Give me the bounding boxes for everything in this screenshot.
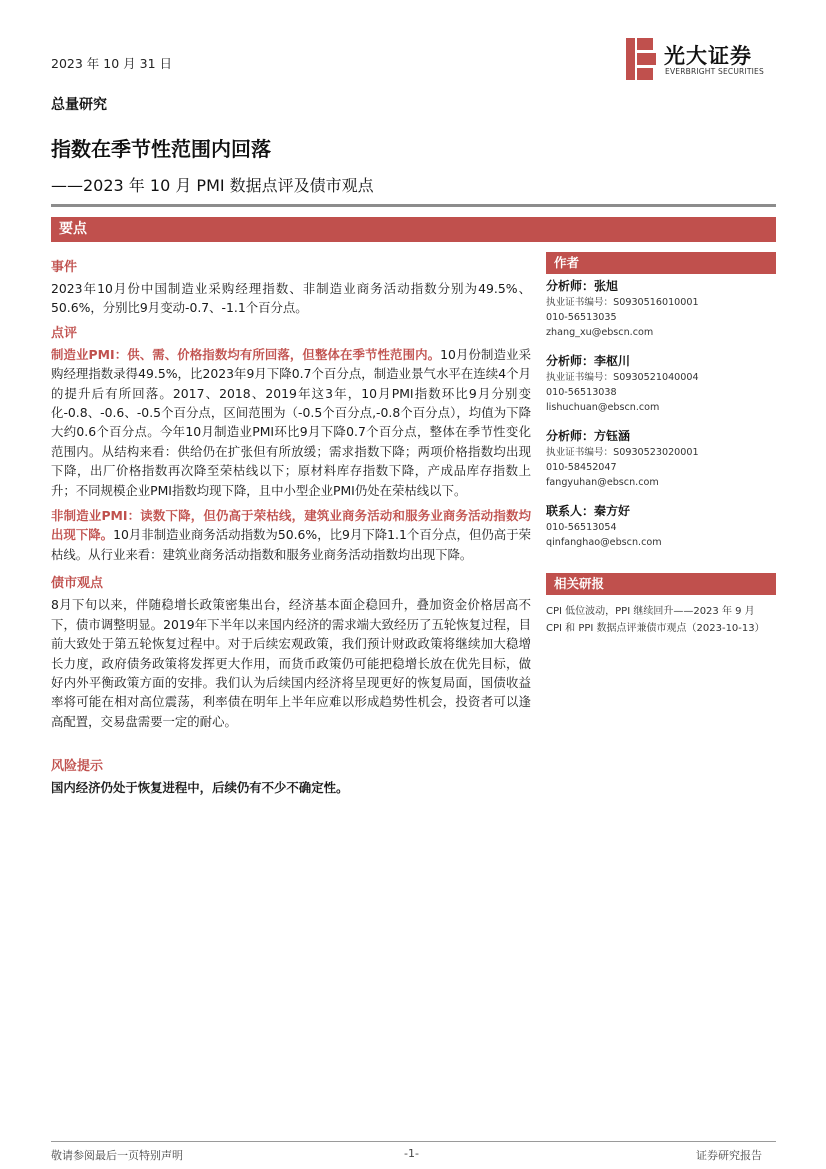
analyst-card — [546, 427, 776, 490]
footer-disclaimer: 敬请参阅最后一页特别声明 — [51, 1149, 183, 1162]
report-title: 指数在季节性范围内回落 — [51, 137, 271, 161]
main-content — [51, 256, 531, 798]
header-divider — [51, 204, 776, 207]
authors-bar: 作者 — [546, 252, 776, 274]
manufacturing-paragraph — [51, 345, 531, 500]
analyst-name: 分析师：张旭 — [546, 279, 619, 293]
analyst-card — [546, 277, 776, 340]
contact-card — [546, 502, 776, 550]
logo-mark-icon — [626, 38, 656, 80]
manufacturing-text: 10月份制造业采购经理指数录得49.5%，比2023年9月下降0.7个百分点，制造业景气水平在连续4个月的提升后有所回落。2017、2018、2019年这3年，10月PMI指数环比9月分别变化-0.8、-0.6、-0.5个百分点，区间范围为（-0.5个百分点,-0.8个百分点），均值为下降大约0.6个百分点。今年10月制造业PMI环比9月下降0.7个百分点，整体在季节性变化范围内。从结构来看：供给仍在扩张但有所放缓；需求指数下降；两项价格指数均出现下降，出厂价格指数再次降至荣枯线以下；原材料库存指数下降，产成品库存指数上升；不同规模企业PMI指数均现下降，且中小型企业PMI仍处在荣枯线以下。 — [51, 346, 531, 498]
risk-text: 国内经济仍处于恢复进程中，后续仍有不少不确定性。 — [51, 780, 349, 796]
contact-email[interactable]: qinfanghao@ebscn.com — [546, 537, 662, 548]
analyst-cert: 执业证书编号：S0930523020001 — [546, 447, 699, 458]
risk-heading: 风险提示 — [51, 759, 104, 775]
analyst-name: 分析师：方钰涵 — [546, 429, 631, 443]
logo-chinese-name: 光大证券 — [664, 44, 752, 68]
footer-report-type: 证券研究报告 — [696, 1149, 762, 1162]
sidebar — [546, 252, 776, 637]
contact-phone: 010-56513054 — [546, 522, 617, 533]
event-text: 2023年10月份中国制造业采购经理指数、非制造业商务活动指数分别为49.5%、50.6%，分别比9月变动-0.7、-1.1个百分点。 — [51, 281, 531, 316]
comment-heading: 点评 — [51, 325, 78, 341]
company-logo — [626, 38, 776, 82]
report-date: 2023 年 10 月 31 日 — [51, 56, 172, 71]
report-category: 总量研究 — [51, 97, 107, 113]
bond-view-heading: 债市观点 — [51, 576, 104, 592]
page-number: -1- — [404, 1147, 419, 1160]
footer-divider — [51, 1141, 776, 1142]
analyst-email[interactable]: fangyuhan@ebscn.com — [546, 477, 659, 488]
nonmanufacturing-paragraph — [51, 506, 531, 564]
analyst-card — [546, 352, 776, 415]
analyst-cert: 执业证书编号：S0930516010001 — [546, 297, 699, 308]
analyst-email[interactable]: lishuchuan@ebscn.com — [546, 402, 660, 413]
analyst-name: 分析师：李枢川 — [546, 354, 631, 368]
keypoints-bar: 要点 — [51, 217, 776, 242]
related-research-bar: 相关研报 — [546, 573, 776, 595]
logo-english-name: EVERBRIGHT SECURITIES — [665, 67, 764, 76]
related-research-line: CPI 和 PPI 数据点评兼债市观点（2023-10-13） — [546, 623, 765, 634]
event-heading: 事件 — [51, 260, 78, 275]
manufacturing-lead: 制造业PMI：供、需、价格指数均有所回落，但整体在季节性范围内。 — [51, 346, 441, 362]
analyst-email[interactable]: zhang_xu@ebscn.com — [546, 327, 654, 338]
nonmanufacturing-text: 10月非制造业商务活动指数为50.6%，比9月下降1.1个百分点，但仍高于荣枯线。从行业来看：建筑业商务活动指数和服务业商务活动指数均出现下降。 — [51, 527, 532, 562]
analyst-phone: 010-56513035 — [546, 312, 617, 323]
contact-name: 联系人：秦方好 — [546, 504, 631, 518]
bond-view-text: 8月下旬以来，伴随稳增长政策密集出台，经济基本面企稳回升，叠加资金价格居高不下，债市调整明显。2019年下半年以来国内经济的需求端大致经历了五轮恢复过程，目前大致处于第五轮恢复过程中。对于后续宏观政策，我们预计财政政策将继续加大稳增长力度，政府债务政策将发挥更大作用，而货币政策仍可能把稳增长放在优先目标，做好内外平衡政策方面的安排。我们认为后续国内经济将呈现更好的恢复局面，国债收益率将可能在相对高位震荡，利率债在明年上半年应难以形成趋势性机会，投资者可以逢高配置，交易盘需要一定的耐心。 — [51, 597, 531, 729]
analyst-cert: 执业证书编号：S0930521040004 — [546, 372, 699, 383]
analyst-phone: 010-56513038 — [546, 387, 617, 398]
analyst-phone: 010-58452047 — [546, 462, 617, 473]
related-research-line: CPI 低位波动，PPI 继续回升——2023 年 9 月 — [546, 606, 755, 617]
nonmanufacturing-lead: 非制造业PMI：读数下降，但仍高于荣枯线，建筑业商务活动和服务业商务活动指数均出现下降。 — [51, 508, 531, 543]
related-research-link[interactable] — [546, 603, 776, 637]
report-subtitle: ——2023 年 10 月 PMI 数据点评及债市观点 — [51, 176, 374, 195]
